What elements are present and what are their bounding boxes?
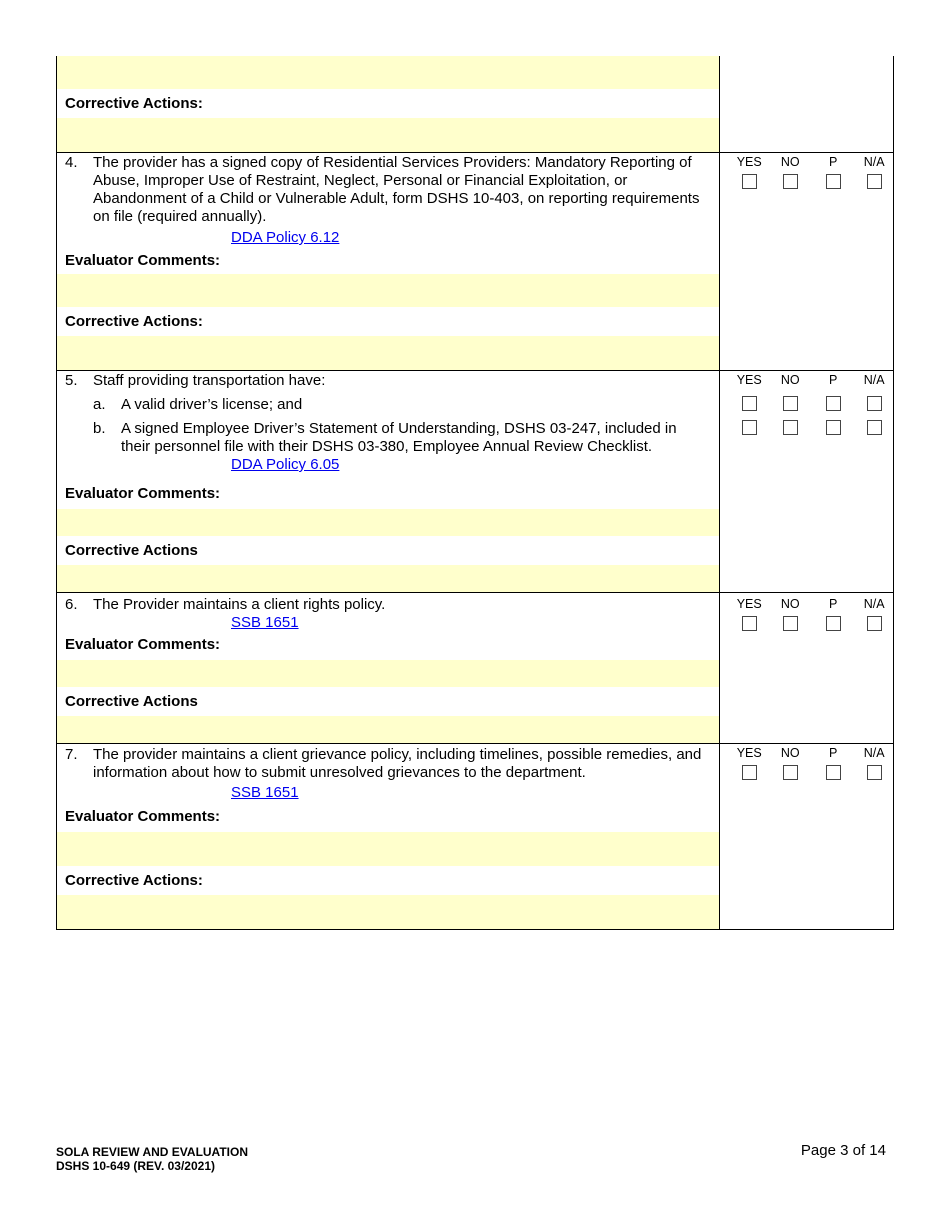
evaluator-comments-label: Evaluator Comments: xyxy=(65,636,221,653)
corrective-actions-label: Corrective Actions: xyxy=(57,89,719,118)
policy-link[interactable]: DDA Policy 6.05 xyxy=(231,456,340,473)
evaluator-comments-label: Evaluator Comments: xyxy=(65,808,221,825)
question-number: 7. xyxy=(65,746,78,763)
no-checkbox[interactable] xyxy=(783,420,798,435)
p-checkbox[interactable] xyxy=(826,396,841,411)
question-text: The Provider maintains a client rights policy. xyxy=(93,596,386,613)
evaluator-comments-label: Evaluator Comments: xyxy=(65,485,221,502)
sub-item-a: a. A valid driver’s license; and xyxy=(93,396,303,413)
answer-options xyxy=(720,153,894,370)
question-6 xyxy=(56,593,894,744)
p-checkbox[interactable] xyxy=(826,174,841,189)
na-checkbox[interactable] xyxy=(867,765,882,780)
option-na-label: N/A xyxy=(863,155,885,169)
evaluation-form-table xyxy=(56,56,894,930)
no-checkbox[interactable] xyxy=(783,396,798,411)
yes-checkbox[interactable] xyxy=(742,616,757,631)
option-no-label: NO xyxy=(780,746,800,760)
p-checkbox[interactable] xyxy=(826,420,841,435)
yes-checkbox[interactable] xyxy=(742,396,757,411)
evaluator-comments-field[interactable] xyxy=(57,832,719,866)
question-text: Staff providing transportation have: xyxy=(93,372,326,389)
evaluator-comments-field[interactable] xyxy=(57,509,719,536)
corrective-actions-label: Corrective Actions xyxy=(57,536,719,565)
option-yes-label: YES xyxy=(736,597,762,611)
answer-options xyxy=(720,744,894,929)
answer-options xyxy=(720,593,894,743)
question-text: The provider has a signed copy of Residential Services Providers: Mandatory Reporting of Abuse, Improper Use of Restraint, Neglect, Personal or Financial Exploitation, or Abandonment of a Child or Vulnerable Adult, form DSHS 10-403, on reporting requirements on file (required annually). xyxy=(93,154,700,225)
yes-checkbox[interactable] xyxy=(742,765,757,780)
no-checkbox[interactable] xyxy=(783,616,798,631)
form-footer xyxy=(56,1145,248,1173)
corrective-actions-label: Corrective Actions: xyxy=(57,307,719,336)
sub-item-b: b. A signed Employee Driver’s Statement of Understanding, DSHS 03-247, included in their personnel file with their DSHS 03-380, Employee Annual Review Checklist. xyxy=(93,420,677,455)
na-checkbox[interactable] xyxy=(867,174,882,189)
form-title: SOLA REVIEW AND EVALUATION xyxy=(56,1145,248,1159)
question-number: 4. xyxy=(65,154,78,171)
option-p-label: P xyxy=(829,155,838,169)
evaluator-comments-field[interactable] xyxy=(57,660,719,687)
na-checkbox[interactable] xyxy=(867,396,882,411)
answer-options xyxy=(720,371,894,592)
option-no-label: NO xyxy=(780,373,800,387)
option-yes-label: YES xyxy=(736,155,762,169)
corrective-actions-label: Corrective Actions xyxy=(57,687,719,716)
option-na-label: N/A xyxy=(863,597,885,611)
form-number: DSHS 10-649 (REV. 03/2021) xyxy=(56,1159,215,1173)
corrective-actions-label: Corrective Actions: xyxy=(57,866,719,895)
corrective-actions-field[interactable] xyxy=(57,565,719,592)
option-no-label: NO xyxy=(780,597,800,611)
question-5 xyxy=(56,371,894,593)
evaluator-comments-label: Evaluator Comments: xyxy=(65,252,221,269)
corrective-actions-field[interactable] xyxy=(57,118,719,152)
corrective-actions-field[interactable] xyxy=(57,895,719,929)
na-checkbox[interactable] xyxy=(867,616,882,631)
yes-checkbox[interactable] xyxy=(742,174,757,189)
yes-checkbox[interactable] xyxy=(742,420,757,435)
option-p-label: P xyxy=(829,373,838,387)
option-no-label: NO xyxy=(780,155,800,169)
question-4 xyxy=(56,153,894,371)
evaluator-comments-field[interactable] xyxy=(57,274,719,307)
option-p-label: P xyxy=(829,746,838,760)
na-checkbox[interactable] xyxy=(867,420,882,435)
question-3-continuation xyxy=(56,56,894,153)
corrective-actions-field[interactable] xyxy=(57,716,719,743)
policy-link[interactable]: SSB 1651 xyxy=(231,784,299,801)
question-number: 5. xyxy=(65,372,78,389)
p-checkbox[interactable] xyxy=(826,765,841,780)
option-na-label: N/A xyxy=(863,373,885,387)
question-7 xyxy=(56,744,894,930)
option-yes-label: YES xyxy=(736,373,762,387)
evaluator-comments-field[interactable] xyxy=(57,56,719,89)
option-yes-label: YES xyxy=(736,746,762,760)
no-checkbox[interactable] xyxy=(783,765,798,780)
page-number: Page 3 of 14 xyxy=(800,1142,886,1159)
corrective-actions-field[interactable] xyxy=(57,336,719,370)
option-na-label: N/A xyxy=(863,746,885,760)
p-checkbox[interactable] xyxy=(826,616,841,631)
policy-link[interactable]: SSB 1651 xyxy=(231,614,299,631)
question-number: 6. xyxy=(65,596,78,613)
no-checkbox[interactable] xyxy=(783,174,798,189)
policy-link[interactable]: DDA Policy 6.12 xyxy=(231,229,340,246)
option-p-label: P xyxy=(829,597,838,611)
question-text: The provider maintains a client grievance policy, including timelines, possible remedies, and information about how to submit unresolved grievances to the department. xyxy=(93,746,702,781)
